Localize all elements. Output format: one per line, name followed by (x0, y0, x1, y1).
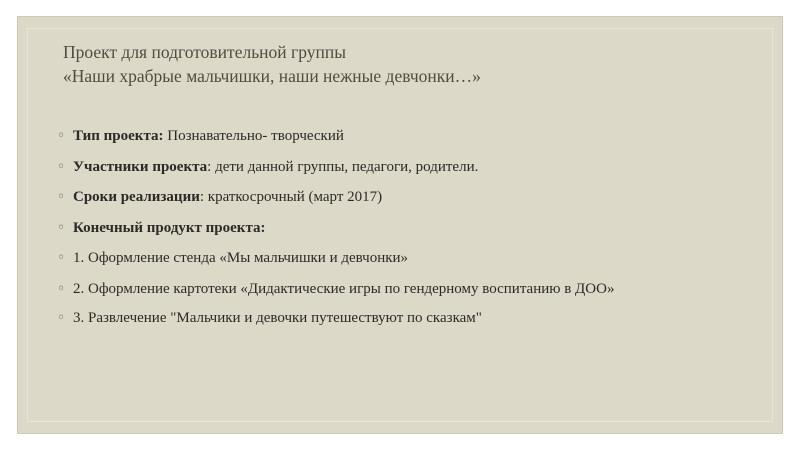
slide-title-line-2: «Наши храбрые мальчишки, наши нежные девчонки…» (63, 66, 481, 86)
bullet-text: Познавательно- творческий (163, 128, 344, 144)
bullet-item-card-index (57, 279, 697, 299)
bullet-text: 1. Оформление стенда «Мы мальчишки и девчонки» (73, 250, 409, 266)
slide-title (63, 40, 743, 88)
bullet-label: Сроки реализации (73, 189, 200, 205)
bullet-icon: ◦ (57, 128, 66, 144)
bullet-icon: ◦ (57, 189, 66, 205)
bullet-text: 2. Оформление картотеки «Дидактические игры по гендерному воспитанию в ДОО» (73, 280, 615, 297)
bullet-list (57, 126, 697, 339)
bullet-icon: ◦ (57, 310, 66, 326)
bullet-item-participants (57, 157, 697, 178)
bullet-item-stand (57, 248, 697, 269)
bullet-text: : дети данной группы, педагоги, родители. (207, 158, 479, 175)
bullet-label: Участники проекта (73, 158, 208, 175)
bullet-text: 3. Развлечение "Мальчики и девочки путешествуют по сказкам" (73, 310, 482, 326)
bullet-icon: ◦ (57, 280, 66, 297)
bullet-icon: ◦ (57, 250, 66, 266)
bullet-item-final-product (57, 218, 697, 239)
bullet-item-timeframe (57, 187, 697, 208)
bullet-icon: ◦ (57, 219, 66, 236)
bullet-text: : краткосрочный (март 2017) (199, 189, 383, 205)
bullet-label: Конечный продукт проекта: (73, 219, 266, 236)
bullet-item-entertainment (57, 308, 697, 329)
slide-title-line-1: Проект для подготовительной группы (63, 42, 346, 62)
bullet-label: Тип проекта: (73, 128, 164, 144)
bullet-item-project-type (57, 126, 697, 147)
bullet-icon: ◦ (57, 158, 66, 175)
